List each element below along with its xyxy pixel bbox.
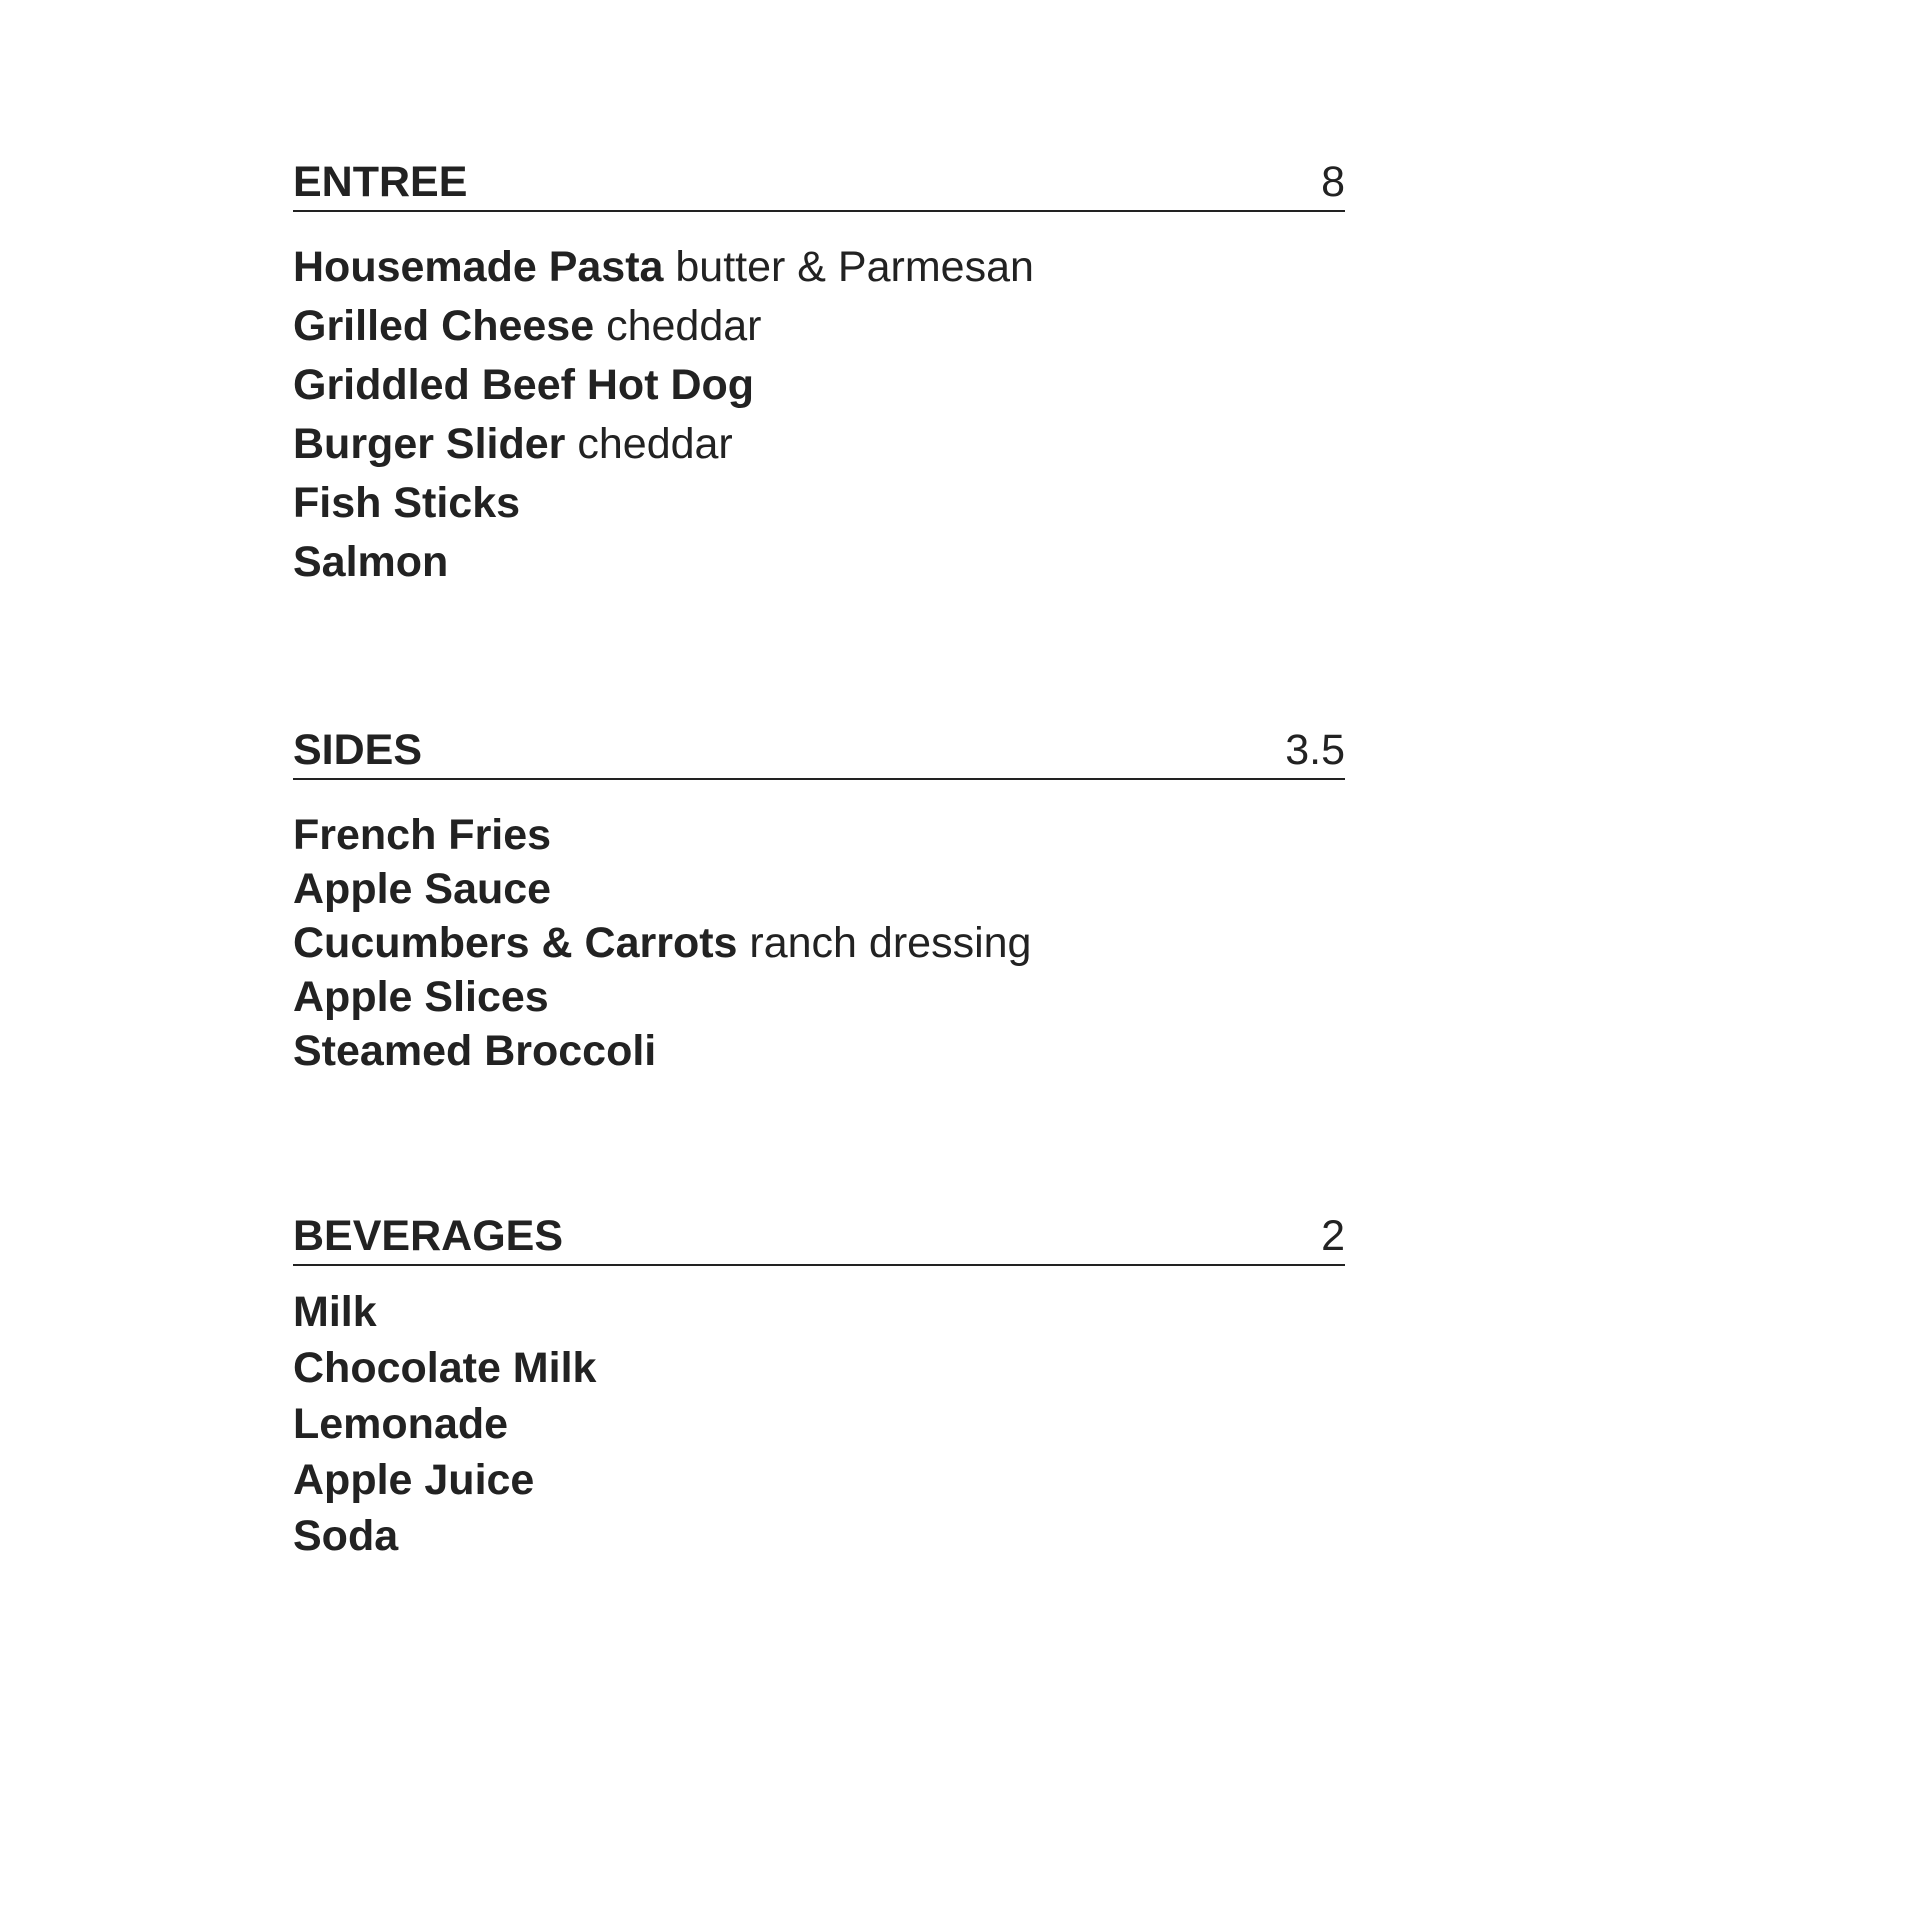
item-name: Steamed Broccoli [293, 1027, 657, 1075]
item-name: Chocolate Milk [293, 1344, 597, 1392]
item-list [293, 238, 1345, 592]
item-name: Milk [293, 1288, 377, 1336]
menu-item [293, 1396, 1345, 1452]
menu-item [293, 238, 1345, 297]
item-name: Grilled Cheese [293, 302, 595, 350]
section-title: ENTREE [293, 158, 468, 206]
item-name: French Fries [293, 811, 552, 859]
item-description: cheddar [606, 302, 762, 350]
item-list [293, 808, 1345, 1078]
item-description: ranch dressing [749, 919, 1032, 967]
item-name: Salmon [293, 538, 449, 586]
section-title: BEVERAGES [293, 1212, 564, 1260]
section-price: 8 [1321, 158, 1345, 206]
menu-item [293, 970, 1345, 1024]
menu-item [293, 533, 1345, 592]
menu-item [293, 1340, 1345, 1396]
item-name: Apple Slices [293, 973, 549, 1021]
section-header [293, 154, 1345, 212]
menu-item [293, 474, 1345, 533]
item-description: cheddar [577, 420, 733, 468]
section-price: 2 [1321, 1212, 1345, 1260]
section-sides [293, 722, 1345, 1078]
menu-item [293, 356, 1345, 415]
item-name: Apple Sauce [293, 865, 552, 913]
item-list [293, 1284, 1345, 1564]
section-price: 3.5 [1285, 726, 1345, 774]
menu-item [293, 297, 1345, 356]
menu-item [293, 808, 1345, 862]
menu-item [293, 916, 1345, 970]
menu-item [293, 415, 1345, 474]
section-title: SIDES [293, 726, 423, 774]
item-description: butter & Parmesan [675, 243, 1034, 291]
menu-item [293, 1508, 1345, 1564]
item-name: Apple Juice [293, 1456, 535, 1504]
item-name: Housemade Pasta [293, 243, 664, 291]
menu-item [293, 1024, 1345, 1078]
section-beverages [293, 1208, 1345, 1564]
menu-item [293, 1452, 1345, 1508]
item-name: Fish Sticks [293, 479, 521, 527]
menu-item [293, 862, 1345, 916]
item-name: Lemonade [293, 1400, 509, 1448]
section-header [293, 722, 1345, 780]
item-name: Griddled Beef Hot Dog [293, 361, 755, 409]
item-name: Soda [293, 1512, 399, 1560]
section-entree [293, 154, 1345, 592]
menu-item [293, 1284, 1345, 1340]
section-header [293, 1208, 1345, 1266]
item-name: Burger Slider [293, 420, 566, 468]
item-name: Cucumbers & Carrots [293, 919, 738, 967]
